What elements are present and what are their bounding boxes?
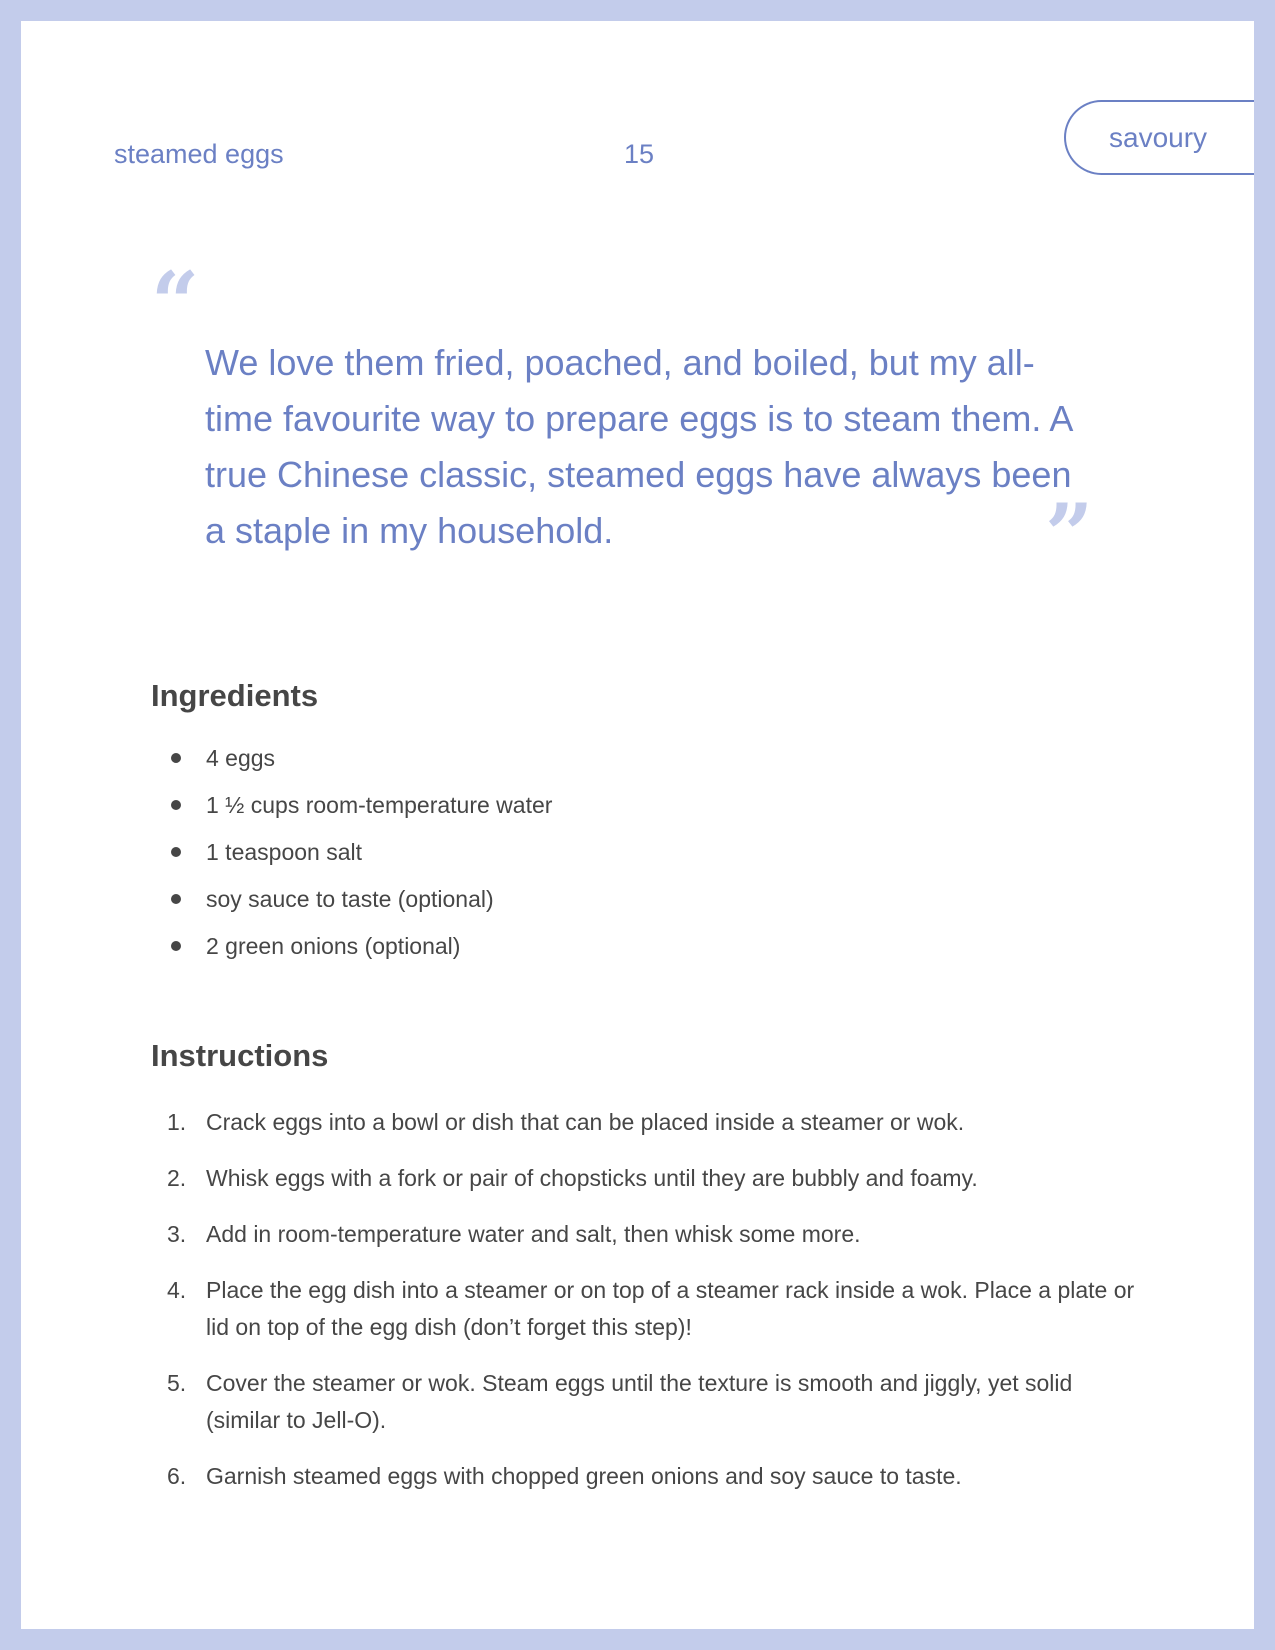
close-quote-icon: ” — [1045, 485, 1094, 584]
ingredient-text: 4 eggs — [206, 745, 276, 771]
instruction-step — [151, 1365, 1151, 1439]
step-number: 3. — [167, 1221, 187, 1247]
ingredient-item — [151, 884, 1101, 931]
step-text: Garnish steamed eggs with chopped green onions and soy sauce to taste. — [206, 1463, 962, 1489]
recipe-title: steamed eggs — [114, 139, 284, 169]
bullet-icon — [171, 800, 181, 810]
ingredient-item — [151, 837, 1101, 884]
page-number: 15 — [624, 139, 655, 169]
ingredient-item — [151, 743, 1101, 790]
step-text: Cover the steamer or wok. Steam eggs until the texture is smooth and jiggly, yet solid (similar to Jell-O). — [206, 1370, 1073, 1433]
instruction-step — [151, 1216, 1151, 1253]
bullet-icon — [171, 847, 181, 857]
ingredient-item — [151, 790, 1101, 837]
step-number: 4. — [167, 1277, 187, 1303]
instruction-step — [151, 1272, 1151, 1346]
bullet-icon — [171, 941, 181, 951]
open-quote-icon: “ — [151, 253, 200, 352]
ingredient-text: 1 ½ cups room-temperature water — [206, 792, 553, 818]
step-number: 1. — [167, 1109, 187, 1135]
ingredient-text: soy sauce to taste (optional) — [206, 886, 494, 912]
ingredients-heading: Ingredients — [151, 678, 319, 713]
bullet-icon — [171, 894, 181, 904]
step-number: 6. — [167, 1463, 187, 1489]
ingredient-text: 2 green onions (optional) — [206, 933, 461, 959]
instruction-step — [151, 1458, 1151, 1495]
ingredient-item — [151, 931, 1101, 978]
step-number: 2. — [167, 1165, 187, 1191]
step-text: Whisk eggs with a fork or pair of chopsticks until they are bubbly and foamy. — [206, 1165, 978, 1191]
category-tab-label: savoury — [1109, 121, 1208, 153]
intro-quote: We love them fried, poached, and boiled, but my all-time favourite way to prepare eggs is to steam them. A true Chinese classic, steamed eggs have always been a staple in my household. — [205, 342, 1072, 551]
category-tab[interactable] — [1064, 100, 1254, 175]
ingredients-list — [151, 743, 1101, 978]
step-text: Crack eggs into a bowl or dish that can be placed inside a steamer or wok. — [206, 1109, 965, 1135]
instruction-step — [151, 1104, 1151, 1141]
ingredient-text: 1 teaspoon salt — [206, 839, 363, 865]
step-number: 5. — [167, 1370, 187, 1396]
instruction-step — [151, 1160, 1151, 1197]
instructions-heading: Instructions — [151, 1038, 329, 1073]
step-text: Add in room-temperature water and salt, then whisk some more. — [206, 1221, 861, 1247]
step-text: Place the egg dish into a steamer or on top of a steamer rack inside a wok. Place a plate or lid on top of the egg dish (don’t forget this step)! — [206, 1277, 1135, 1340]
bullet-icon — [171, 753, 181, 763]
recipe-page — [21, 21, 1254, 1629]
instructions-list — [151, 1104, 1151, 1514]
